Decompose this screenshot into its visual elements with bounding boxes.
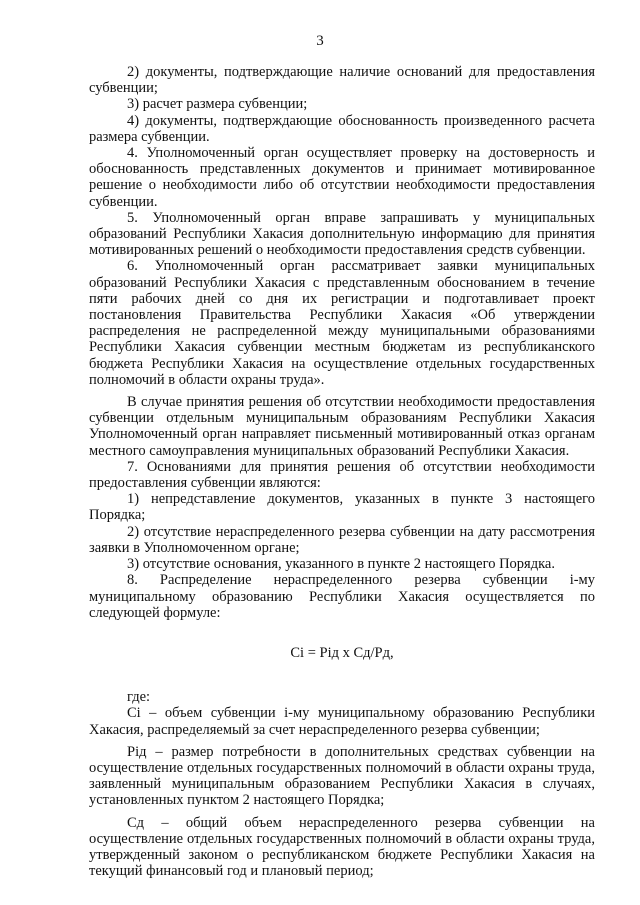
- document-body: [89, 64, 595, 879]
- paragraph-clause-7: 7. Основаниями для принятия решения об отсутствии необходимости предоставления субвенции являются:: [89, 458, 595, 492]
- paragraph-list-item-4: 4) документы, подтверждающие обоснованность произведенного расчета размера субвенции.: [89, 112, 595, 145]
- definition-ci: Ci – объем субвенции i-му муниципальному образованию Республики Хакасия, распределяемый за счет нераспределенного резерва субвенции;: [89, 705, 595, 738]
- paragraph-ground-1: 1) непредставление документов, указанных в пункте 3 настоящего Порядка;: [89, 491, 595, 524]
- paragraph-list-item-2: 2) документы, подтверждающие наличие оснований для предоставления субвенции;: [89, 64, 595, 97]
- paragraph-clause-4: 4. Уполномоченный орган осуществляет проверку на достоверность и обоснованность представленных документов и принимает мотивированное решение о необходимости либо об отсутствии необходимости предоставления субвенции.: [89, 145, 595, 210]
- paragraph-refusal: В случае принятия решения об отсутствии необходимости предоставления субвенции отдельным муниципальным образованиям Республики Хакасия Уполномоченный орган направляет письменный мотивированный отказ органам местного самоуправления муниципальных образований Республики Хакасия.: [89, 394, 595, 459]
- page-number: 3: [316, 33, 324, 49]
- paragraph-clause-8: 8. Распределение нераспределенного резерва субвенции i-му муниципальному образованию Республики Хакасия осуществляется по следующей формуле:: [89, 572, 595, 621]
- paragraph-ground-3: 3) отсутствие основания, указанного в пункте 2 настоящего Порядка.: [127, 556, 555, 573]
- paragraph-list-item-3: 3) расчет размера субвенции;: [127, 96, 308, 113]
- paragraph-clause-5: 5. Уполномоченный орган вправе запрашивать у муниципальных образований Республики Хакасия дополнительную информацию для принятия мотивированных решений о необходимости предоставления средств субвенции.: [89, 209, 595, 259]
- definition-cd: Cд – общий объем нераспределенного резерва субвенции на осуществление отдельных государственных полномочий в области охраны труда, утвержденный законом о республиканском бюджете Республики Хакасия на текущий финансовый год и плановый период;: [89, 814, 595, 880]
- definition-pid: Piд – размер потребности в дополнительных средствах субвенции на осуществление отдельных государственных полномочий в области охраны труда, заявленный муниципальным образованием Республики Хакасия в случаях, установленных пунктом 2 настоящего Порядка;: [89, 743, 595, 809]
- formula: Ci = Piд x Cд/Pд,: [290, 644, 394, 661]
- where-label: где:: [127, 689, 151, 706]
- paragraph-ground-2: 2) отсутствие нераспределенного резерва субвенции на дату рассмотрения заявки в Уполномоченном органе;: [89, 523, 595, 556]
- paragraph-clause-6: 6. Уполномоченный орган рассматривает заявки муниципальных образований Республики Хакасия с представленным обоснованием в течение пяти рабочих дней со дня их регистрации и подготавливает проект постановления Правительства Республики Хакасия «Об утверждении распределения не распределенной между муниципальными образованиями Республики Хакасия субвенции местным бюджетам из республиканского бюджета Республики Хакасия на осуществление отдельных государственных полномочий в области охраны труда».: [89, 258, 595, 388]
